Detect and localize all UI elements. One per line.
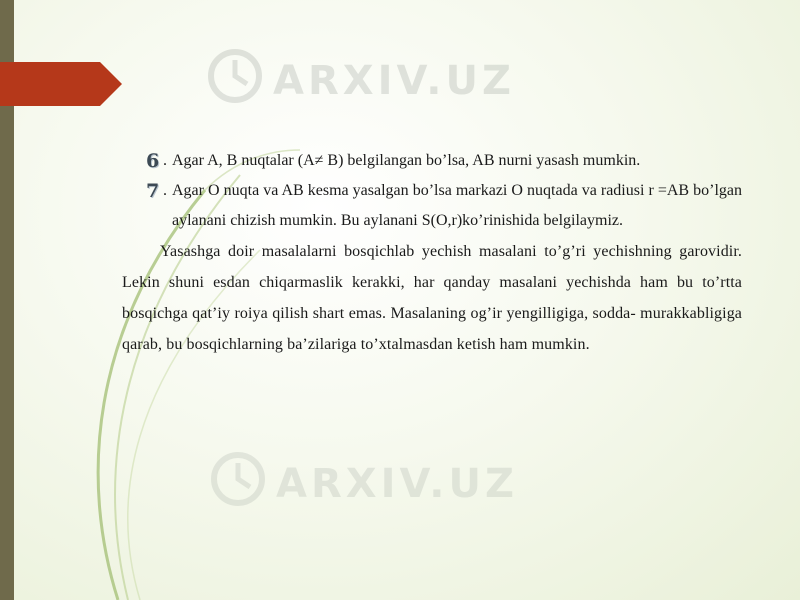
- watermark-logo: [205, 42, 565, 122]
- body-paragraph: Yasashga doir masalalarni bosqichlab yechish masalani to’g’ri yechishning garovidir. Lekin shuni esdan chiqarmaslik kerakki, har qanday masalani yechishda ham bu to’rtta bosqichga qat’iy roiya qilish shart emas. Masalaning og’ir yengilligiga, sodda- murakkabligiga qarab, bu bosqichlarning ba’zilariga to’xtalmasdan ketish ham mumkin.: [122, 243, 742, 353]
- watermark-circle-icon: [205, 46, 265, 106]
- slide-content: [122, 146, 742, 360]
- item-number: 7: [146, 180, 160, 202]
- item-number-dot: .: [163, 182, 167, 199]
- watermark-brand-bottom: ARXIV.UZ: [276, 461, 518, 507]
- item-number: 6: [146, 150, 160, 172]
- accent-arrow-tab: [0, 62, 122, 106]
- item-number-dot: .: [163, 152, 167, 169]
- item-text: Agar O nuqta va AB kesma yasalgan bo’lsa markazi O nuqtada va radiusi r =AB bo’lgan aylanani chizish mumkin. Bu aylanani S(O,r)ko’rinishida belgilaymiz.: [172, 182, 742, 229]
- watermark-brand: ARXIV.UZ: [273, 58, 515, 104]
- watermark-circle-icon: [208, 449, 268, 509]
- watermark-logo-bottom: [208, 445, 568, 525]
- list-item: [122, 176, 742, 236]
- item-text: Agar A, B nuqtalar (A≠ B) belgilangan bo’lsa, AB nurni yasash mumkin.: [172, 152, 641, 169]
- list-item: [122, 146, 742, 176]
